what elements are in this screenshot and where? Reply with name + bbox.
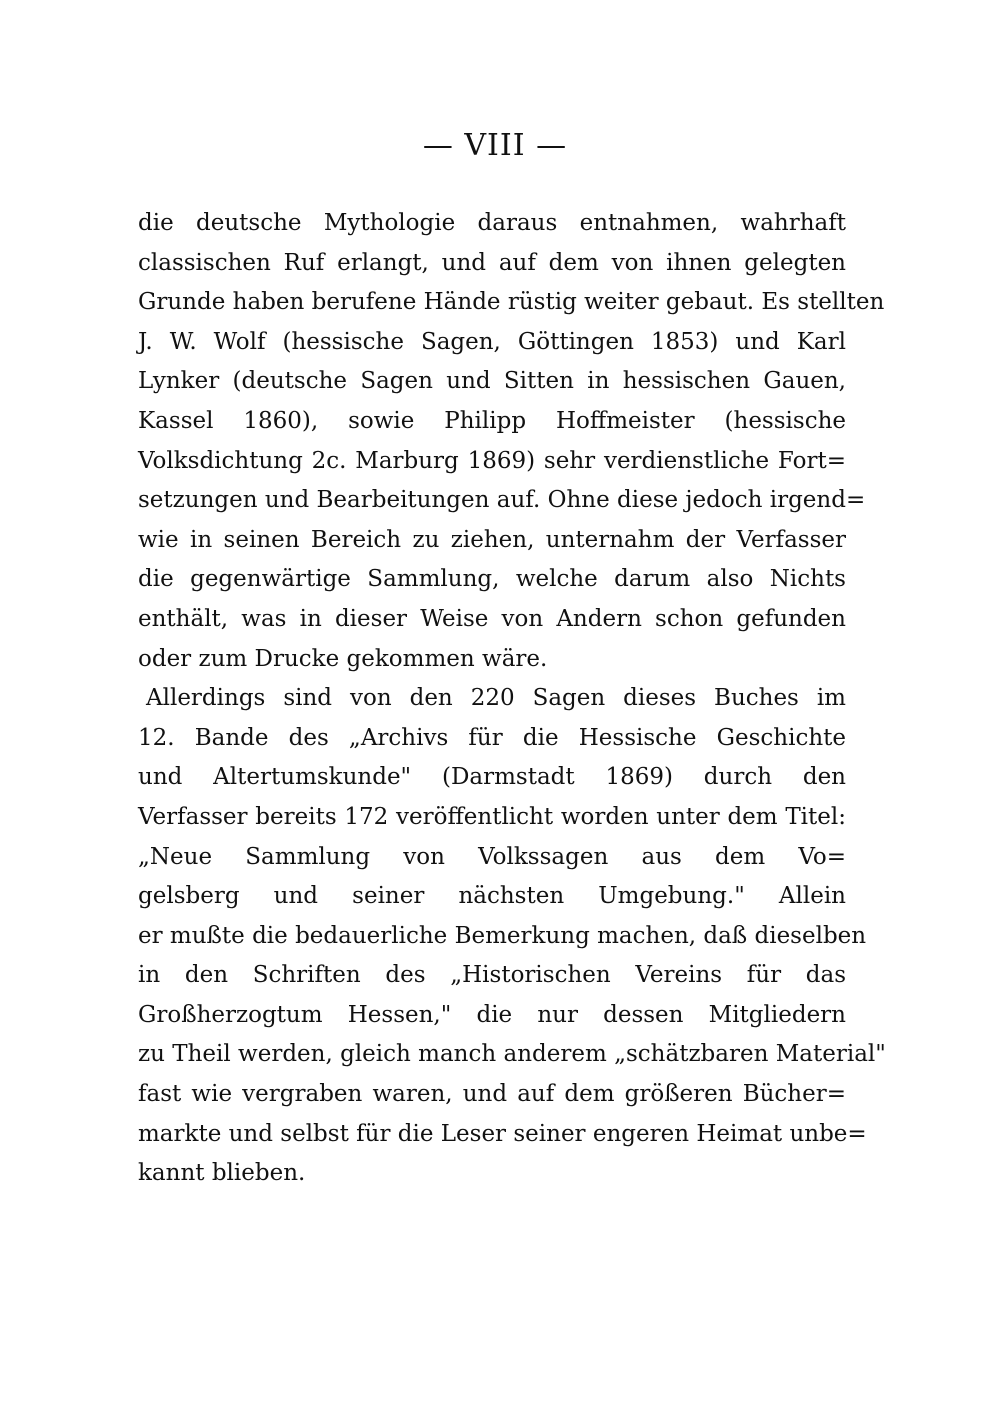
text-line: Kassel 1860), sowie Philipp Hoffmeister (hessische [138, 407, 846, 434]
text-line: wie in seinen Bereich zu ziehen, unternahm der Verfasser [138, 526, 846, 553]
text-line: kannt blieben. [138, 1160, 306, 1187]
text-line: Allerdings sind von den 220 Sagen dieses Buches im [146, 685, 846, 712]
text-line: oder zum Drucke gekommen wäre. [138, 645, 548, 672]
text-line: Großherzogtum Hessen," die nur dessen Mitgliedern [138, 1001, 846, 1028]
text-line: zu Theil werden, gleich manch anderem „schätzbaren Material" [138, 1041, 886, 1068]
text-line: er mußte die bedauerliche Bemerkung machen, daß dieselben [138, 922, 867, 949]
text-line: die deutsche Mythologie daraus entnahmen, wahrhaft [138, 210, 846, 236]
body-text [138, 204, 886, 1194]
text-line: J. W. Wolf (hessische Sagen, Göttingen 1853) und Karl [138, 328, 846, 355]
text-line: die gegenwärtige Sammlung, welche darum also Nichts [138, 566, 846, 593]
text-line: enthält, was in dieser Weise von Andern schon gefunden [138, 605, 846, 632]
text-line: setzungen und Bearbeitungen auf. Ohne diese jedoch irgend= [138, 487, 866, 514]
page-number: — VIII — [422, 128, 568, 163]
text-line: markte und selbst für die Leser seiner engeren Heimat unbe= [138, 1120, 867, 1147]
text-line: Lynker (deutsche Sagen und Sitten in hessischen Gauen, [138, 368, 846, 395]
text-line: classischen Ruf erlangt, und auf dem von ihnen gelegten [138, 249, 846, 276]
text-line: Verfasser bereits 172 veröffentlicht worden unter dem Titel: [138, 803, 846, 830]
text-line: Grunde haben berufene Hände rüstig weiter gebaut. Es stellten [138, 289, 885, 316]
text-line: 12. Bande des „Archivs für die Hessische Geschichte [138, 724, 846, 751]
text-line: Volksdichtung 2c. Marburg 1869) sehr verdienstliche Fort= [138, 447, 846, 474]
text-line: und Altertumskunde" (Darmstadt 1869) durch den [138, 764, 846, 791]
text-line: fast wie vergraben waren, und auf dem größeren Bücher= [138, 1081, 846, 1108]
text-line: in den Schriften des „Historischen Vereins für das [138, 962, 846, 989]
text-line: „Neue Sammlung von Volkssagen aus dem Vo= [138, 843, 846, 870]
text-line: gelsberg und seiner nächsten Umgebung." Allein [138, 883, 846, 910]
